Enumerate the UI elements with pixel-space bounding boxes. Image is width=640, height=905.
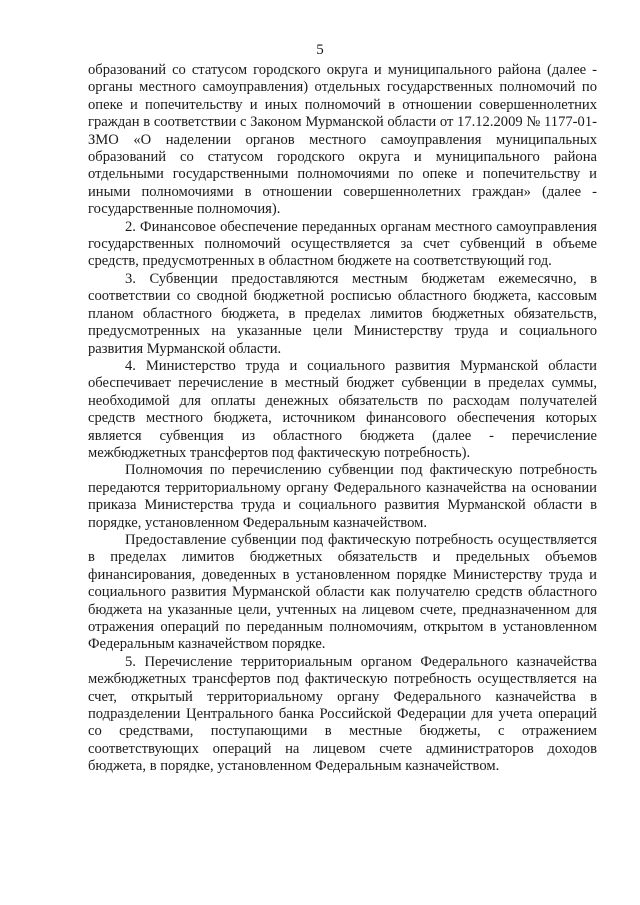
document-body	[88, 62, 597, 776]
paragraph-5-treasury: 5. Перечисление территориальным органом Федерального казначейства межбюджетных трансфертов под фактическую потребность осуществляется на счет, открытый территориальному органу Федерального казначейства в подразделении Центрального банка Российской Федерации для учета операций со средствами, поступающими в местные бюджеты, с отражением соответствующих операций на лицевом счете администраторов доходов бюджета, в порядке, установленном Федеральным казначейством.	[88, 653, 597, 775]
paragraph-2-financing: 2. Финансовое обеспечение переданных органам местного самоуправления государственных полномочий осуществляется за счет субвенций в объеме средств, предусмотренных в областном бюджете на соответствующий год.	[88, 218, 597, 270]
paragraph-4-transfer: 4. Министерство труда и социального развития Мурманской области обеспечивает перечисление в местный бюджет субвенции в пределах суммы, необходимой для оплаты денежных обязательств по расходам получателей средств местного бюджета, источником финансового обеспечения которых является субвенция из областного бюджета (далее - перечисление межбюджетных трансфертов под фактическую потребность).	[88, 357, 597, 461]
paragraph-continuation: образований со статусом городского округа и муниципального района (далее - органы местного самоуправления) отдельных государственных полномочий по опеке и попечительству и иных полномочий в отношении совершеннолетних граждан в соответствии с Законом Мурманской области от 17.12.2009 № 1177-01-ЗМО «О наделении органов местного самоуправления муниципальных образований со статусом городского округа и муниципального района отдельными государственными полномочиями по опеке и попечительству и иными полномочиями в отношении совершеннолетних граждан» (далее - государственные полномочия).	[88, 62, 597, 218]
paragraph-3-subventions: 3. Субвенции предоставляются местным бюджетам ежемесячно, в соответствии со сводной бюджетной росписью областного бюджета, кассовым планом областного бюджета, в пределах лимитов бюджетных обязательств, предусмотренных на указанные цели Министерству труда и социального развития Мурманской области.	[88, 270, 597, 357]
paragraph-4-provision: Предоставление субвенции под фактическую потребность осуществляется в пределах лимитов бюджетных обязательств и предельных объемов финансирования, доведенных в установленном порядке Министерству труда и социального развития Мурманской области как получателю средств областного бюджета на указанные цели, учтенных на лицевом счете, предназначенном для отражения операций по переданным полномочиям, открытом в установленном Федеральным казначейством порядке.	[88, 531, 597, 653]
paragraph-4-powers: Полномочия по перечислению субвенции под фактическую потребность передаются территориальному органу Федерального казначейства на основании приказа Министерства труда и социального развития Мурманской области в порядке, установленном Федеральным казначейством.	[88, 462, 597, 531]
page-number: 5	[316, 42, 324, 58]
